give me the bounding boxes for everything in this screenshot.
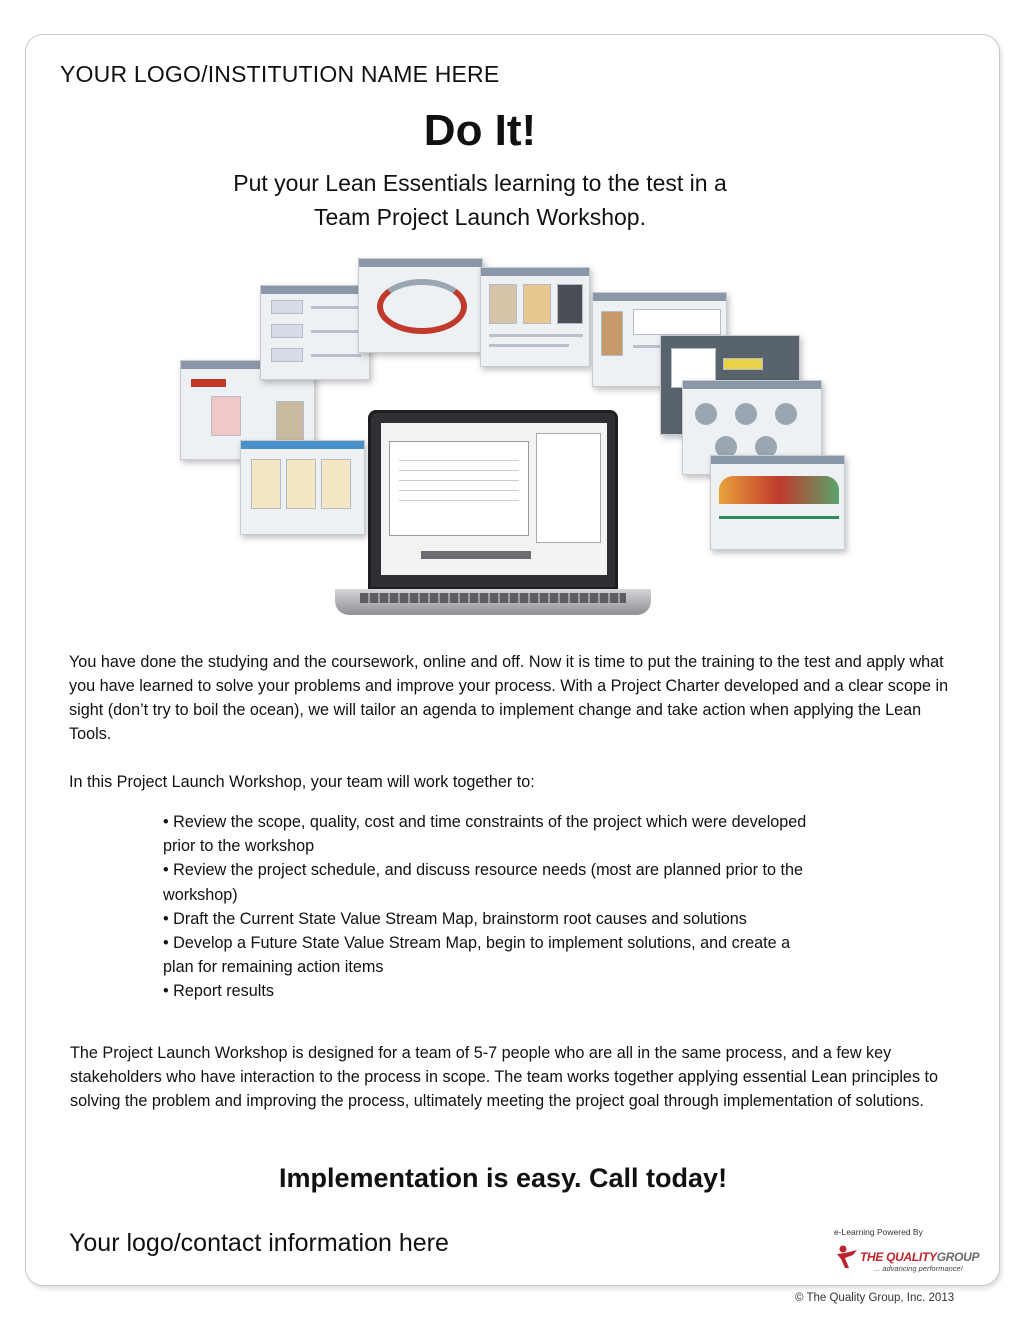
quality-group-logo [834,1227,984,1273]
laptop-slides-illustration [175,255,855,640]
laptop-keyboard [360,593,626,603]
laptop-screen [368,410,618,590]
list-item: • Report results [163,982,274,1001]
intro-paragraph: You have done the studying and the coursework, online and off. Now it is time to put the training to the test and apply what you have learned to solve your problems and improve your process. With a Project Charter developed and a clear scope in sight (don’t try to boil the ocean), we will tailor an agenda to implement change and take action when applying the Lean Tools. [69,653,949,743]
slide-thumbnail [480,267,590,367]
running-figure-icon [834,1244,860,1270]
subtitle [0,166,960,234]
workshop-activities-list [163,810,823,1004]
lead-in-text: In this Project Launch Workshop, your team will work together to: [69,773,535,791]
page-title: Do It! [423,106,537,155]
brand-name-part: THE QUALITY [860,1250,937,1264]
powered-by-label: e-Learning Powered By [834,1227,923,1237]
institution-logo-placeholder: YOUR LOGO/INSTITUTION NAME HERE [60,61,500,87]
list-item: • Review the project schedule, and discuss resource needs (most are planned prior to the workshop) [163,861,804,904]
subtitle-line: Put your Lean Essentials learning to the test in a [233,170,727,196]
call-to-action: Implementation is easy. Call today! [278,1163,728,1193]
copyright-notice: © The Quality Group, Inc. 2013 [795,1292,955,1304]
closing-paragraph: The Project Launch Workshop is designed for a team of 5-7 people who are all in the same process, and a few key stakeholders who have interaction to the process in scope. The team works together applying essential Lean principles to solving the problem and improving the process, ultimately meeting the project goal through implementation of solutions. [70,1044,939,1110]
list-item: • Review the scope, quality, cost and time constraints of the project which were developed prior to the workshop [163,813,807,856]
slide-thumbnail [260,285,370,380]
list-item: • Develop a Future State Value Stream Map, begin to implement solutions, and create a plan for remaining action items [163,934,791,977]
subtitle-line: Team Project Launch Workshop. [314,204,646,230]
slide-thumbnail [240,440,365,535]
contact-placeholder: Your logo/contact information here [69,1229,449,1257]
list-item: • Draft the Current State Value Stream Map, brainstorm root causes and solutions [163,909,747,928]
slide-thumbnail [358,258,483,353]
brand-name [860,1250,979,1264]
brand-name-part: GROUP [936,1250,980,1264]
slide-thumbnail [710,455,845,550]
brand-tagline: ... advancing performance! [874,1264,963,1273]
